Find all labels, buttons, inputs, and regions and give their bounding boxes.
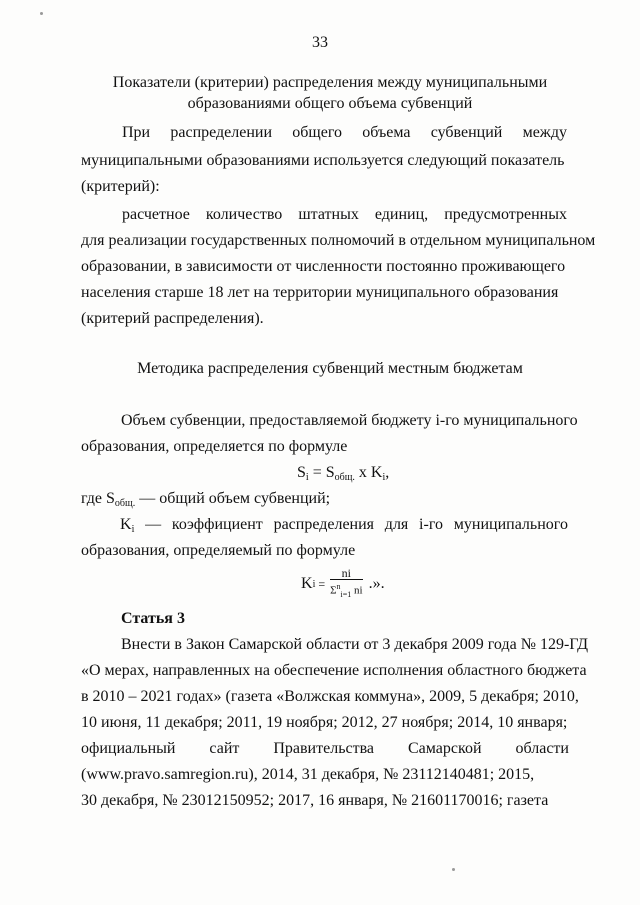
word: единиц, bbox=[374, 206, 429, 223]
formula-definition bbox=[81, 490, 330, 509]
word: между bbox=[522, 124, 567, 141]
paragraph-line: 10 июня, 11 декабря; 2011, 19 ноября; 2012, 27 ноября; 2014, 10 января; bbox=[81, 714, 568, 731]
word: штатных bbox=[298, 206, 359, 223]
word: распределения bbox=[273, 516, 375, 533]
paragraph-line: Внести в Закон Самарской области от 3 декабря 2009 года № 129-ГД bbox=[121, 636, 589, 653]
word: При bbox=[122, 124, 151, 141]
heading-line: Показатели (критерии) распределения между муниципальными bbox=[112, 74, 548, 91]
formula-punctuation: , bbox=[385, 464, 390, 481]
sum-upper-limit: n bbox=[336, 582, 341, 592]
word: субвенций bbox=[430, 124, 503, 141]
paragraph-line: (критерий): bbox=[81, 178, 160, 195]
word: сайт bbox=[209, 740, 240, 757]
section-heading-methodology: Методика распределения субвенций местным бюджетам bbox=[137, 360, 523, 377]
fraction-numerator: ni bbox=[330, 567, 362, 580]
formula-subvention bbox=[297, 464, 389, 483]
formula-subscript: общ. bbox=[334, 472, 355, 483]
formula-symbol: S bbox=[325, 464, 335, 481]
word: i-го bbox=[419, 516, 443, 533]
word: распределении bbox=[170, 124, 273, 141]
word: — bbox=[145, 516, 162, 533]
paragraph-line bbox=[122, 206, 567, 224]
paragraph-line bbox=[120, 516, 568, 535]
formula-fraction bbox=[330, 567, 362, 601]
word: объема bbox=[362, 124, 411, 141]
paragraph-line: образования, определяемый по формуле bbox=[81, 542, 356, 559]
definition-prefix: где bbox=[81, 490, 107, 507]
paragraph-line: 30 декабря, № 23012150952; 2017, 16 января, № 21601170016; газета bbox=[81, 792, 549, 809]
formula-punctuation: .». bbox=[364, 575, 385, 592]
section-heading-criteria bbox=[80, 72, 580, 114]
fraction-denominator bbox=[330, 580, 362, 601]
formula-operator: = bbox=[308, 464, 326, 481]
word: расчетное bbox=[122, 206, 190, 223]
paragraph-line: в 2010 – 2021 годах» (газета «Волжская коммуна», 2009, 5 декабря; 2010, bbox=[81, 688, 579, 705]
page-number: 33 bbox=[312, 34, 328, 51]
paragraph-line: населения старше 18 лет на территории муниципального образования bbox=[81, 284, 559, 301]
formula-operator: = bbox=[315, 576, 329, 591]
sum-sign: Σ bbox=[330, 584, 337, 597]
paragraph-line: (критерий распределения). bbox=[81, 310, 264, 327]
word: области bbox=[515, 740, 569, 757]
word: предусмотренных bbox=[444, 206, 567, 223]
word: количество bbox=[205, 206, 283, 223]
paragraph-line: образования, определяется по формуле bbox=[81, 438, 348, 455]
heading-line: образованиями общего объема субвенций bbox=[187, 95, 473, 112]
word: общего bbox=[292, 124, 342, 141]
formula-symbol: K bbox=[370, 464, 383, 481]
formula-subscript: общ. bbox=[114, 498, 136, 509]
paragraph-line: образовании, в зависимости от численности постоянно проживающего bbox=[81, 258, 566, 275]
scan-speck bbox=[452, 868, 455, 871]
word: для bbox=[384, 516, 409, 533]
formula-symbol: K bbox=[301, 575, 313, 592]
paragraph-line bbox=[81, 740, 569, 758]
formula-operator: x bbox=[354, 464, 371, 481]
formula-symbol: S bbox=[297, 464, 306, 481]
scan-speck bbox=[40, 12, 43, 15]
sum-variable: ni bbox=[351, 584, 363, 597]
formula-subscript: i bbox=[382, 472, 386, 483]
word: официальный bbox=[81, 740, 176, 757]
paragraph-line: (www.pravo.samregion.ru), 2014, 31 декабря, № 23112140481; 2015, bbox=[81, 766, 535, 783]
definition-text: — общий объем субвенций; bbox=[135, 490, 331, 507]
formula-subscript: i bbox=[312, 578, 316, 590]
word: муниципального bbox=[453, 516, 568, 533]
word: Правительства bbox=[273, 740, 375, 757]
paragraph-line bbox=[122, 124, 567, 142]
sum-lower-limit: i=1 bbox=[340, 589, 352, 599]
paragraph-line: «О мерах, направленных на обеспечение исполнения областного бюджета bbox=[81, 662, 587, 679]
paragraph-line: Объем субвенции, предоставляемой бюджету i-го муниципального bbox=[121, 412, 578, 429]
article-heading: Статья 3 bbox=[121, 610, 185, 627]
paragraph-line: муниципальными образованиями используется следующий показатель bbox=[81, 152, 565, 169]
word: Самарской bbox=[408, 740, 482, 757]
paragraph-line: для реализации государственных полномочий в отдельном муниципальном bbox=[81, 232, 596, 249]
formula-symbol: S bbox=[106, 490, 115, 507]
word: коэффициент bbox=[171, 516, 263, 533]
formula-symbol-ki: $K_i$ bbox=[120, 516, 135, 535]
formula-subscript: i bbox=[305, 472, 309, 483]
formula-coefficient bbox=[301, 568, 385, 600]
